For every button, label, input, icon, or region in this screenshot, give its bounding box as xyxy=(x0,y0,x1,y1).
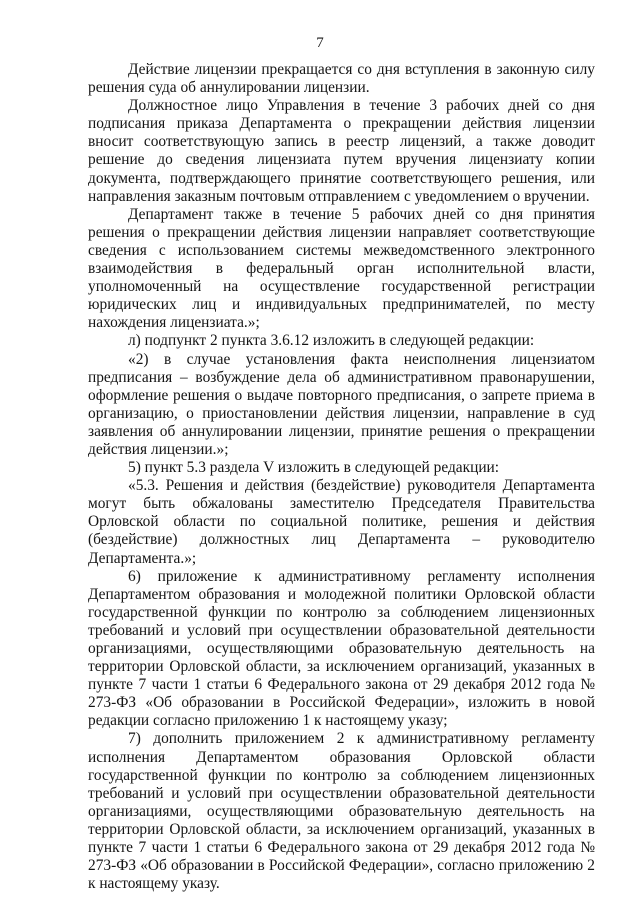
paragraph-amendment-5: 5) пункт 5.3 раздела V изложить в следующей редакции: xyxy=(128,459,500,477)
paragraph-amendment-7: 7) дополнить приложением 2 к административному регламенту исполнения Департаментом образования Орловской области государственной функции по контролю за соблюдением лицензионных требований и условий при осуществлении образовательной деятельности организациями, осуществляющими образовательную деятельность на территории Орловской области, за исключением организаций, указанных в пункте 7 части 1 статьи 6 Федерального закона от 29 декабря 2012 года № 273-ФЗ «Об образовании в Российской Федерации», согласно приложению 2 к настоящему указу. xyxy=(88,730,595,893)
page-number: 7 xyxy=(316,35,324,51)
paragraph-registry-entry: Должностное лицо Управления в течение 3 рабочих дней со дня подписания приказа Департамента о прекращении действия лицензии вносит соответствующую запись в реестр лицензий, а также доводит решение до сведения лицензиата путем вручения лицензиату копии документа, подтверждающего принятие соответствующего решения, или направления заказным почтовым отправлением с уведомлением о вручении. xyxy=(88,97,595,205)
paragraph-license-termination-effect: Действие лицензии прекращается со дня вступления в законную силу решения суда об аннулировании лицензии. xyxy=(88,61,595,97)
paragraph-subitem-2-text: «2) в случае установления факта неисполнения лицензиатом предписания – возбуждение дела об административном правонарушении, оформление решения о выдаче повторного предписания, о запрете приема в организацию, о приостановлении действия лицензии, направление в суд заявления об аннулировании лицензии, принятие решения о прекращении действия лицензии.»; xyxy=(88,350,595,458)
paragraph-amendment-6: 6) приложение к административному регламенту исполнения Департаментом образования и молодежной политики Орловской области государственной функции по контролю за соблюдением лицензионных требований и условий при осуществлении образовательной деятельности организациями, осуществляющими образовательную деятельность на территории Орловской области, за исключением организаций, указанных в пункте 7 части 1 статьи 6 Федерального закона от 29 декабря 2012 года № 273-ФЗ «Об образовании в Российской Федерации», изложить в новой редакции согласно приложению 1 к настоящему указу; xyxy=(88,567,595,730)
document-body xyxy=(88,61,595,893)
paragraph-interagency-notification: Департамент также в течение 5 рабочих дней со дня принятия решения о прекращении действия лицензии направляет соответствующие сведения с использованием системы межведомственного электронного взаимодействия в федеральный орган исполнительной власти, уполномоченный на осуществление государственной регистрации юридических лиц и индивидуальных предпринимателей, по месту нахождения лицензиата.»; xyxy=(88,205,595,332)
paragraph-amendment-l: л) подпункт 2 пункта 3.6.12 изложить в следующей редакции: xyxy=(128,332,535,350)
paragraph-item-5-3-text: «5.3. Решения и действия (бездействие) руководителя Департамента могут быть обжалованы заместителю Председателя Правительства Орловской области по социальной политике, решения и действия (бездействие) должностных лиц Департамента – руководителю Департамента.»; xyxy=(88,477,595,567)
